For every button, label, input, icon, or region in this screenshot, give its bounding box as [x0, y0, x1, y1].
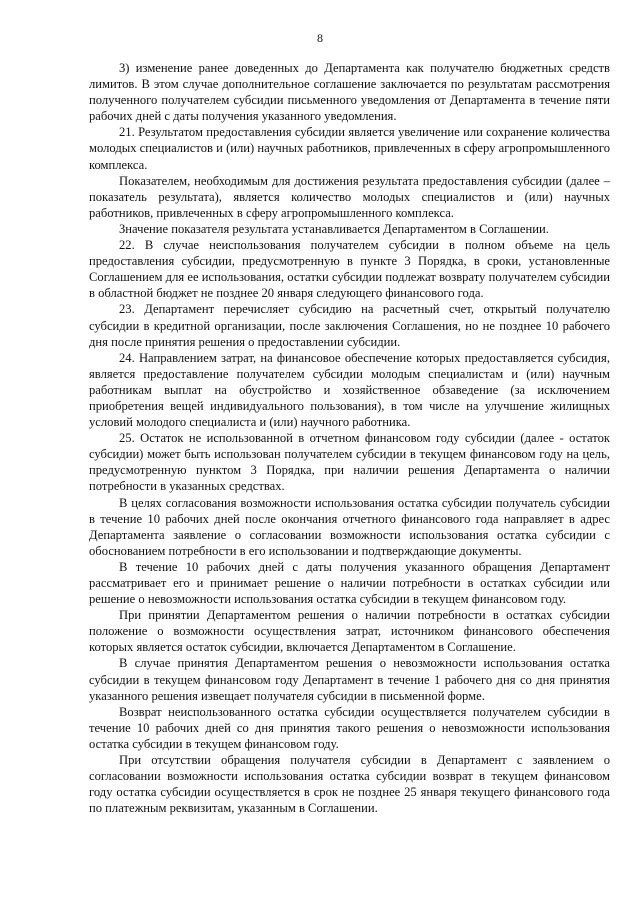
paragraph: При отсутствии обращения получателя субсидии в Департамент с заявлением о согласовании возможности использования остатка субсидии возврат в текущем финансовом году остатка субсидии осуществляется в срок не позднее 25 января текущего финансового года по платежным реквизитам, указанным в Соглашении. — [89, 753, 610, 816]
page-number: 8 — [317, 31, 323, 45]
paragraph: 24. Направлением затрат, на финансовое обеспечение которых предоставляется субсидия, является предоставление получателем субсидии молодым специалистам и (или) научным работникам выплат на обустройство и хозяйственное обзаведение (за исключением приобретения вещей индивидуального пользования), в том числе на улучшение жилищных условий молодого специалиста и (или) научного работника. — [89, 350, 610, 430]
paragraph: 23. Департамент перечисляет субсидию на расчетный счет, открытый получателю субсидии в кредитной организации, после заключения Соглашения, но не позднее 10 рабочего дня после принятия решения о предоставлении субсидии. — [89, 302, 610, 349]
paragraph: Показателем, необходимым для достижения результата предоставления субсидии (далее – показатель результата), является количество молодых специалистов и (или) научных работников, привлеченных в сферу агропромышленного комплекса. — [89, 173, 610, 220]
paragraph: 21. Результатом предоставления субсидии является увеличение или сохранение количества молодых специалистов и (или) научных работников, привлеченных в сферу агропромышленного комплекса. — [89, 125, 610, 172]
paragraph: 3) изменение ранее доведенных до Департамента как получателю бюджетных средств лимитов. В этом случае дополнительное соглашение заключается по результатам рассмотрения полученного получателем субсидии письменного уведомления от Департамента в течение пяти рабочих дней с даты получения указанного уведомления. — [89, 61, 610, 124]
paragraph: 22. В случае неиспользования получателем субсидии в полном объеме на цель предоставления субсидии, предусмотренную в пункте 3 Порядка, в сроки, установленные Соглашением для ее использования, остатки субсидии подлежат возврату получателем субсидии в областной бюджет не позднее 20 января следующего финансового года. — [89, 238, 610, 301]
paragraph: Возврат неиспользованного остатка субсидии осуществляется получателем субсидии в течение 10 рабочих дней со дня принятия такого решения о невозможности использования остатка субсидии в текущем финансовом году. — [89, 704, 610, 751]
paragraph: В течение 10 рабочих дней с даты получения указанного обращения Департамент рассматривает его и принимает решение о наличии потребности в остатках субсидии или решение о невозможности использования остатка субсидии в текущем финансовом году. — [89, 559, 610, 607]
paragraph: 25. Остаток не использованной в отчетном финансовом году субсидии (далее - остаток субсидии) может быть использован получателем субсидии в текущем финансовом году на цель, предусмотренную пунктом 3 Порядка, при наличии решения Департамента о наличии потребности в указанных средствах. — [89, 431, 610, 494]
document-body — [89, 60, 610, 816]
paragraph: В случае принятия Департаментом решения о невозможности использования остатка субсидии в текущем финансовом году Департамент в течение 1 рабочего дня со дня принятия указанного решения извещает получателя субсидии в письменной форме. — [89, 656, 610, 703]
paragraph: В целях согласования возможности использования остатка субсидии получатель субсидии в течение 10 рабочих дней после окончания отчетного финансового года направляет в адрес Департамента заявление о согласовании возможности использования остатка субсидии с обоснованием потребности в его использовании и подтверждающие документы. — [89, 495, 610, 558]
paragraph: Значение показателя результата устанавливается Департаментом в Соглашении. — [119, 221, 549, 236]
paragraph: При принятии Департаментом решения о наличии потребности в остатках субсидии положение о возможности осуществления затрат, источником финансового обеспечения которых является остаток субсидии, включается Департаментом в Соглашение. — [89, 608, 610, 655]
